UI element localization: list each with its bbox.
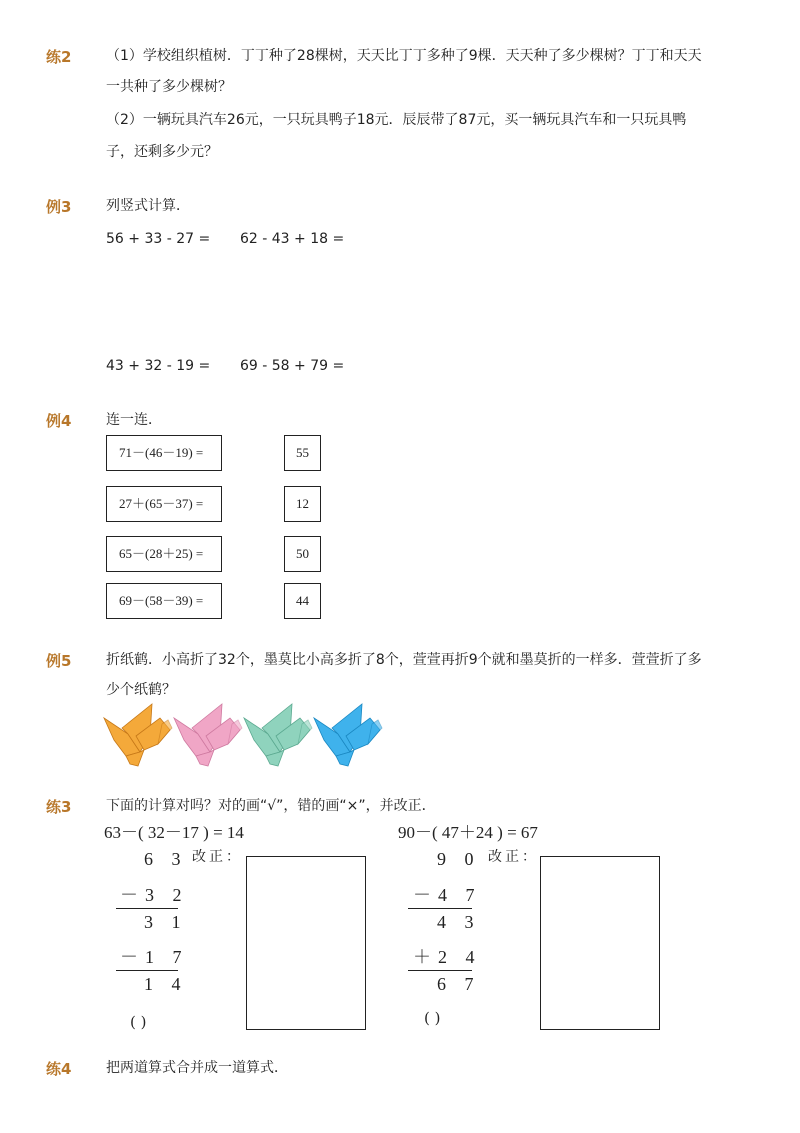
vertical-divider: [116, 970, 178, 971]
section-label-lian4: 练4: [46, 1060, 72, 1078]
li4-instruction: 连一连．: [106, 412, 162, 428]
match-right-number[interactable]: 44: [284, 583, 321, 619]
correction-box[interactable]: [246, 856, 366, 1030]
section-label-li5: 例5: [46, 652, 72, 670]
li3-expr1: 56 + 33 - 27 =: [106, 231, 211, 247]
lian3-instruction: 下面的计算对吗？对的画“√”，错的画“×”，并改正．: [106, 798, 436, 814]
correction-label: 改正：: [192, 849, 243, 865]
section-label-lian3: 练3: [46, 798, 72, 816]
vertical-row: 1 4: [144, 974, 188, 994]
li3-expr2: 62 - 43 + 18 =: [240, 231, 345, 247]
section-label-li4: 例4: [46, 412, 72, 430]
vertical-row: 4 3: [437, 912, 481, 932]
match-left-expr[interactable]: 65－(28＋25) =: [106, 536, 222, 572]
vertical-row: －1 7: [120, 947, 189, 967]
vertical-row: 6 3: [144, 849, 188, 869]
crane-icon: [244, 704, 312, 766]
lian2-q2-line1: （2）一辆玩具汽车26元，一只玩具鸭子18元．辰辰带了87元，买一辆玩具汽车和一只玩具鸭: [106, 112, 687, 128]
match-right-number[interactable]: 55: [284, 435, 321, 471]
li5-line1: 折纸鹤．小高折了32个，墨莫比小高多折了8个，萱萱再折9个就和墨莫折的一样多．萱萱折了多: [106, 652, 702, 668]
li3-instruction: 列竖式计算．: [106, 198, 190, 214]
vertical-divider: [408, 970, 472, 971]
section-label-lian2: 练2: [46, 48, 72, 66]
vertical-row: ＋2 4: [413, 947, 482, 967]
match-left-expr[interactable]: 69－(58－39) =: [106, 583, 222, 619]
section-label-li3: 例3: [46, 198, 72, 216]
vertical-divider: [116, 908, 178, 909]
answer-paren[interactable]: ( ): [130, 1013, 147, 1031]
vertical-divider: [408, 908, 472, 909]
lian2-q1-line2: 一共种了多少棵树？: [106, 79, 232, 95]
lian3-left-equation: 63－( 32－17 ) = 14: [104, 823, 244, 842]
paper-cranes-illustration: [100, 700, 400, 772]
match-right-number[interactable]: 50: [284, 536, 321, 572]
li5-line2: 少个纸鹤？: [106, 682, 176, 698]
correction-box[interactable]: [540, 856, 660, 1030]
match-left-expr[interactable]: 71－(46－19) =: [106, 435, 222, 471]
crane-icon: [104, 704, 172, 766]
correction-label: 改正：: [488, 849, 539, 865]
li3-expr3: 43 + 32 - 19 =: [106, 358, 211, 374]
li3-expr4: 69 - 58 + 79 =: [240, 358, 345, 374]
lian2-q2-line2: 子，还剩多少元？: [106, 144, 218, 160]
match-right-number[interactable]: 12: [284, 486, 321, 522]
crane-icon: [174, 704, 242, 766]
vertical-row: 9 0: [437, 849, 481, 869]
crane-icon: [314, 704, 382, 766]
lian2-q1-line1: （1）学校组织植树．丁丁种了28棵树，天天比丁丁多种了9棵．天天种了多少棵树？丁丁和天天: [106, 48, 702, 64]
answer-paren[interactable]: ( ): [424, 1009, 441, 1027]
lian4-instruction: 把两道算式合并成一道算式．: [106, 1060, 288, 1076]
match-left-expr[interactable]: 27＋(65－37) =: [106, 486, 222, 522]
vertical-row: －3 2: [120, 885, 189, 905]
vertical-row: －4 7: [413, 885, 482, 905]
vertical-row: 6 7: [437, 974, 481, 994]
vertical-row: 3 1: [144, 912, 188, 932]
lian3-right-equation: 90－( 47＋24 ) = 67: [398, 823, 538, 842]
